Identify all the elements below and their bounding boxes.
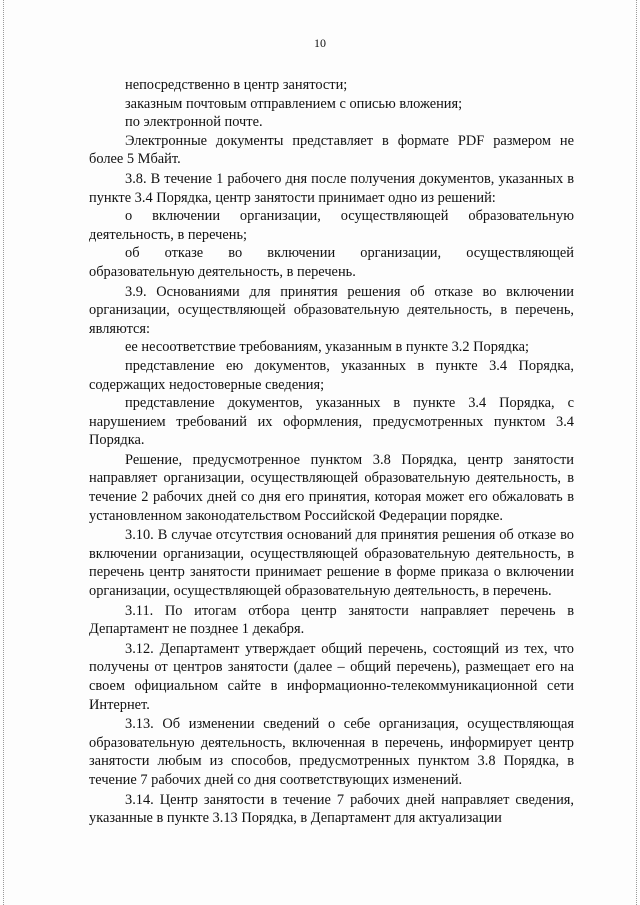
paragraph: представление документов, указанных в пункте 3.4 Порядка, с нарушением требований их оформления, предусмотренных пунктом 3.4 Порядка. [89,395,574,449]
paragraph: о включении организации, осуществляющей образовательную деятельность, в перечень; [89,208,574,243]
paragraph-3-11: 3.11. По итогам отбора центр занятости направляет перечень в Департамент не позднее 1 декабря. [89,602,574,638]
page-left-edge [3,0,4,905]
paragraph-3-12: 3.12. Департамент утверждает общий перечень, состоящий из тех, что получены от центров занятости (далее – общий перечень), размещает его на своем официальном сайте в информационно-телекоммуникационной сети Интернет. [89,640,574,713]
paragraph-decision: Решение, предусмотренное пунктом 3.8 Порядка, центр занятости направляет организации, осуществляющей образовательную деятельность, в течение 2 рабочих дней со дня его принятия, которая может его обжаловать в установленном законодательством Российской Федерации порядке. [89,451,574,524]
paragraph-3-14: 3.14. Центр занятости в течение 7 рабочих дней направляет сведения, указанные в пункте 3.13 Порядка, в Департамент для актуализации [89,791,574,827]
paragraph-3-10: 3.10. В случае отсутствия оснований для принятия решения об отказе во включении организации, осуществляющей образовательную деятельность, в перечень центр занятости принимает решение в форме приказа о включении организации, осуществляющей образовательную деятельность, в перечень. [89,527,574,600]
document-body [89,76,574,828]
paragraph-3-9: 3.9. Основаниями для принятия решения об отказе во включении организации, осуществляющей образовательную деятельность, в перечень, являются: [89,283,574,337]
paragraph: Электронные документы представляет в формате PDF размером не более 5 Мбайт. [89,132,574,168]
paragraph-3-8: 3.8. В течение 1 рабочего дня после получения документов, указанных в пункте 3.4 Порядка, центр занятости принимает одно из решений: [89,170,574,206]
paragraph: об отказе во включении организации, осуществляющей образовательную деятельность, в перечень. [89,245,574,280]
paragraph: ее несоответствие требованиям, указанным в пункте 3.2 Порядка; [125,339,530,356]
paragraph: по электронной почте. [125,114,263,131]
page-right-edge [636,0,637,905]
page-number: 10 [314,36,326,50]
paragraph: заказным почтовым отправлением с описью вложения; [125,95,463,112]
paragraph: непосредственно в центр занятости; [125,77,348,93]
paragraph: представление ею документов, указанных в пункте 3.4 Порядка, содержащих недостоверные сведения; [89,357,574,393]
paragraph-3-13: 3.13. Об изменении сведений о себе организация, осуществляющая образовательную деятельность, включенная в перечень, информирует центр занятости любым из способов, предусмотренных пунктом 3.8 Порядка, в течение 7 рабочих дней со дня соответствующих изменений. [89,716,574,788]
